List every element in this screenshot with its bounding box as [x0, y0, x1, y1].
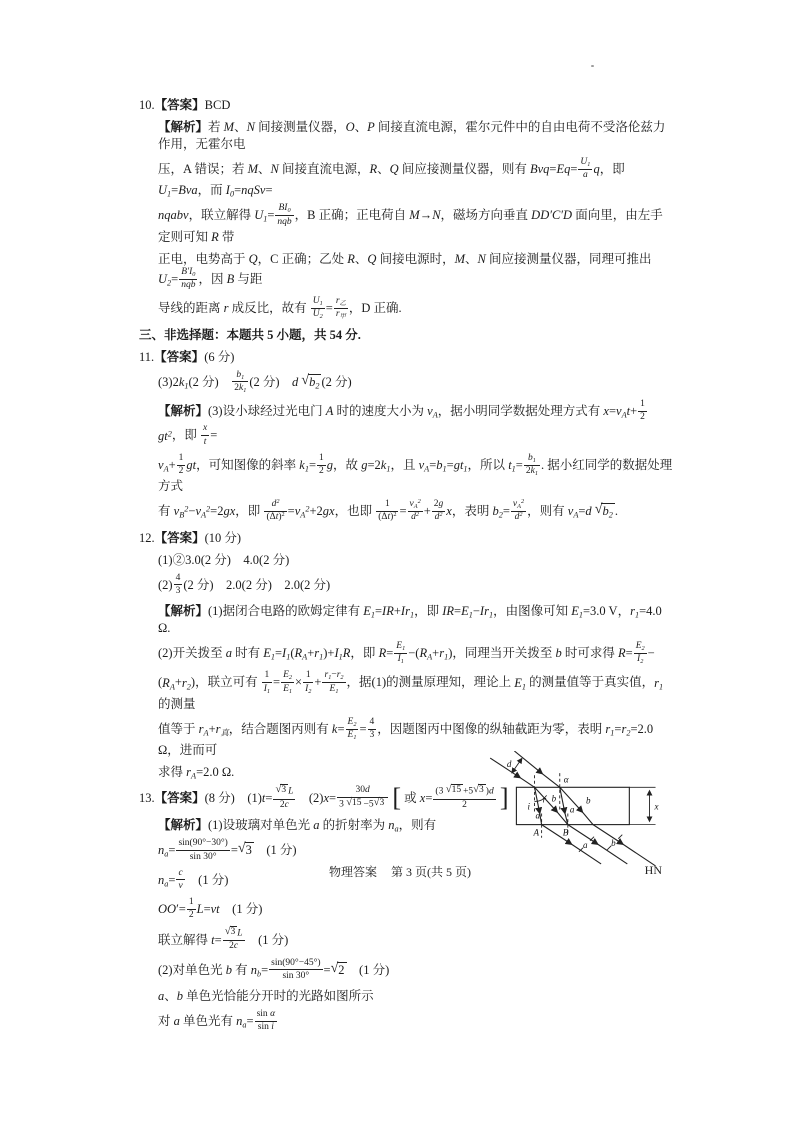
q13-analysis-2: $n_a=$ $\frac{\sin(90^\circ-30^\circ)}{\sin 30^\circ}$ = √ 3 (1 分) [158, 838, 297, 862]
fraction: $\frac{U_1}{a}$ [580, 157, 591, 181]
sqrt: √ 15 [445, 784, 462, 796]
fraction: $\frac{1}{2}$ [319, 452, 324, 477]
fraction: $\frac{v_A^2}{d^2}$ [512, 498, 525, 523]
q13-analysis-4: OO′= $\frac{1}{2}$ L=vt (1 分) [158, 897, 263, 921]
optics-diagram-svg [486, 751, 692, 872]
q10-answer: 10.【答案】BCD [139, 98, 231, 112]
label-x: x [654, 801, 659, 812]
q12-analysis-1: 【解析】(1)据闭合电路的欧姆定律有 $E_1=IR+Ir_1$，即 $IR=E_1-Ir_1$，由图像可知 $E_1=3.0$ V，$r_1=4.0$ Ω. [158, 604, 662, 636]
footer-code: HN [644, 863, 662, 877]
label-b-in-right: b [585, 795, 591, 806]
fraction: √ 3 L 2c [224, 925, 243, 952]
q10-analysis-4: 正电，电势高于 Q，C 正确；乙处 R、Q 间接电源时，M、N 间应接测量仪器，同理可推出 $U_2=$ $B'I_0$ nqb ，因 B 与距 [158, 251, 652, 291]
label-b-in-left: b [551, 793, 557, 804]
section-heading: 三、非选择题：本题共 5 小题，共 54 分. [139, 327, 361, 342]
q10-analysis-5: 导线的距离 r 成反比，故有 $\frac{U_1}{U_2}$ = $r_乙$ $r_甲$ ，D 正确. [158, 296, 402, 321]
fraction: $\frac{E_2}{I_2}$ [635, 641, 645, 666]
q13-analysis-3: $n_a=$ $\frac{c}{v}$ (1 分) [158, 867, 229, 891]
label-a-in-right: a [569, 804, 575, 815]
footer-page-info: 第 3 页(共 5 页) [391, 865, 471, 879]
sqrt: √ 3 [373, 797, 385, 809]
fraction: $\frac{1}{2}$ [178, 452, 184, 477]
q11-analysis-2: $v_A+$ $\frac{1}{2}$ gt，可知图像的斜率 $k_1=$ $\frac{1}{2}$ g，故 $g=2k_1$，且 $v_A=b_1=gt_1$，所以 $t_1=$ $\frac{b_1}{2k_1}$ . 据小红同学的数据处理方式 [158, 452, 673, 494]
fraction: $\frac{x}{t}$ [203, 423, 208, 447]
q10-analysis-2: 压，A 错误；若 M、N 间接直流电源，R、Q 间应接测量仪器，则有 Bvq=Eq= $\frac{U_1}{a}$ q，即 $U_1=Bva$，而 $I_0=nqSv=$ [158, 157, 625, 199]
fraction: $BI_0$ nqb [277, 203, 292, 227]
q11-analysis-3: 有 $v_B^2-v_A^2=2gx$，即 $\frac{d^2}{(\Delta t)^2}$ $=v_A^2+2gx$，也即 $\frac{1}{(\Delta t)^2}$ = $\frac{v_A^2}{d^2}$ + $\frac{2g}{d^2}$ x，表明 $b_2=$ $\frac{v_A^2}{d^2}$ ，则有 $v_A=d$ √ $b_2$ . [158, 498, 618, 523]
sqrt: √ 3 [275, 784, 287, 796]
fraction: $\frac{1}{(\Delta t)^2}$ [378, 499, 397, 523]
fraction: $\frac{b_1}{2k_1}$ [525, 452, 538, 477]
fraction: $\frac{c}{v}$ [178, 867, 183, 891]
fraction: $\frac{d^2}{(\Delta t)^2}$ [266, 498, 285, 523]
q11-answer: 11.【答案】(6 分) [139, 349, 235, 364]
fraction: $\frac{1}{2}$ [640, 399, 645, 423]
fraction: $\frac{\sin(90^\circ-45^\circ)}{\sin 30^\circ}$ [271, 957, 321, 981]
q12-analysis-4: 值等于 $r_A+r_真$，结合题图丙则有 k= $\frac{E_2}{E_1}$ = $\frac{4}{3}$ ，因题图丙中图像的纵轴截距为零，表明 $r_1=r_2=2.0$ Ω，进而可 [158, 716, 654, 758]
fraction: 30d 3 √ 15 −5 √ 3 [337, 785, 388, 811]
answers-content [139, 97, 674, 1039]
fraction: $\frac{2g}{d^2}$ [433, 499, 444, 523]
sqrt: √ 3 [473, 784, 484, 796]
fraction: $\frac{4}{3}$ [369, 716, 375, 741]
fraction: $\frac{r_1-r_2}{E_1}$ [324, 670, 344, 695]
q13-analysis-5: 联立解得 t= √ 3 L 2c (1 分) [158, 925, 289, 952]
fraction: $\frac{1}{I_1}$ [263, 670, 271, 695]
q12-analysis-5: 求得 $r_A=2.0$ Ω. [158, 765, 235, 781]
label-A: A [533, 827, 540, 838]
label-a-in-left: a [535, 810, 541, 821]
sqrt: √ 15 [346, 797, 362, 809]
fraction: √ 3 L 2c [275, 784, 294, 811]
fraction: $\frac{\sin(90^\circ-30^\circ)}{\sin 30^\circ}$ [178, 838, 228, 862]
scan-speck [591, 65, 594, 67]
fraction: $\frac{\text{sin α}}{\text{sin i}}$ [256, 1009, 276, 1033]
fraction: $\frac{E_2}{E_1}$ [283, 670, 293, 695]
q13-analysis-6: (2)对单色光 b 有 $n_b=$ $\frac{\sin(90^\circ-45^\circ)}{\sin 30^\circ}$ = √ 2 (1 分) [158, 957, 390, 981]
page-footer [0, 863, 800, 880]
fraction: (3 √ 15 +5 √ 3 )d 2 [435, 784, 494, 811]
sqrt: √ $b_2$ [301, 372, 320, 390]
label-alpha: α [563, 774, 569, 785]
q11-items: $(3)2k_1(2$ 分) $\frac{b_1}{2k_1}$ (2 分) d √ $b_2$ (2 分) [158, 369, 352, 394]
fraction: $\frac{v_A^2}{d^2}$ [409, 498, 421, 523]
label-b-out: b [611, 837, 616, 848]
q13-analysis-8: 对 a 单色光有 $n_a=$ $\frac{\text{sin α}}{\text{sin i}}$ [158, 1009, 276, 1033]
q12-item-2: (2) $\frac{4}{3}$ (2 分) 2.0(2 分) 2.0(2 分) [158, 572, 331, 596]
fraction: $\frac{b_1}{2k_1}$ [234, 369, 247, 394]
fraction: $B'I_0$ nqb [181, 266, 196, 291]
fraction: $\frac{1}{I_2}$ [305, 670, 312, 695]
label-i: i [527, 801, 531, 812]
q13-analysis-1: 【解析】(1)设玻璃对单色光 a 的折射率为 $n_a$，则有 [158, 818, 437, 834]
fraction: $r_乙$ $r_甲$ [335, 296, 346, 321]
label-B: B [562, 827, 569, 838]
fraction: $\frac{E_1}{I_1}$ [396, 641, 406, 666]
fraction: $\frac{1}{2}$ [188, 897, 194, 921]
q13-analysis-7: a、b 单色光恰能分开时的光路如图所示 [158, 989, 374, 1004]
q10-analysis-1: 【解析】若 M、N 间接测量仪器，O、P 间接直流电源，霍尔元件中的自由电荷不受洛伦兹力作用，无霍尔电 [158, 120, 666, 151]
fraction: $\frac{E_2}{E_1}$ [347, 716, 357, 741]
sqrt: √ 3 [237, 841, 252, 858]
q10-analysis-3: nqabv，联立解得 $U_1=$ $BI_0$ nqb ，B 正确；正电荷自 M→N，磁场方向垂直 DD′C′D 面向里，由左手定则可知 R 带 [158, 203, 663, 244]
q13-answer: 13.【答案】(8 分) (1)t= √ 3 L 2c (2)x= 30d 3 √ 15 −5 √ 3 [ 或 x= (3 √ 15 +5 √ 3 )d 2 ] [139, 783, 509, 813]
fraction: $\frac{4}{3}$ [175, 572, 181, 596]
optics-diagram [486, 751, 692, 872]
fraction: $\frac{U_1}{U_2}$ [312, 296, 323, 321]
footer-title: 物理答案 [328, 865, 377, 879]
big-bracket: ] [499, 783, 509, 813]
q12-analysis-2: (2)开关拨至 a 时有 $E_1=I_1(R_A+r_1)+I_1R$，即 R= $\frac{E_1}{I_1}$ $-(R_A+r_1)$，同理当开关拨至 b 时可求得 R= $\frac{E_2}{I_2}$ − [158, 641, 655, 666]
sqrt: √ 3 [224, 925, 236, 937]
big-bracket: [ [392, 783, 402, 813]
q12-answer: 12.【答案】(10 分) [139, 530, 242, 545]
sqrt: √ 2 [330, 960, 345, 977]
q12-analysis-3: $(R_A+r_2)$，联立可有 $\frac{1}{I_1}$ = $\frac{E_2}{E_1}$ × $\frac{1}{I_2}$ + $\frac{r_1-r_2}{E_1}$ ，据(1)的测量原理知，理论上 $E_1$ 的测量值等于真实值，$r_1$ 的测量 [158, 670, 664, 711]
label-r: r [542, 794, 547, 805]
label-d: d [506, 759, 512, 770]
q12-item-1: (1)②3.0(2 分) 4.0(2 分) [158, 552, 290, 567]
sqrt: √ $b_2$ [594, 502, 613, 520]
label-a-out: a [582, 839, 588, 850]
q11-analysis-1: 【解析】(3)设小球经过光电门 A 时的速度大小为 $v_A$，据小明同学数据处理方式有 $x=v_At+$ $\frac{1}{2}$ $gt^2$，即 $\frac{x}{t}$ = [158, 399, 645, 447]
